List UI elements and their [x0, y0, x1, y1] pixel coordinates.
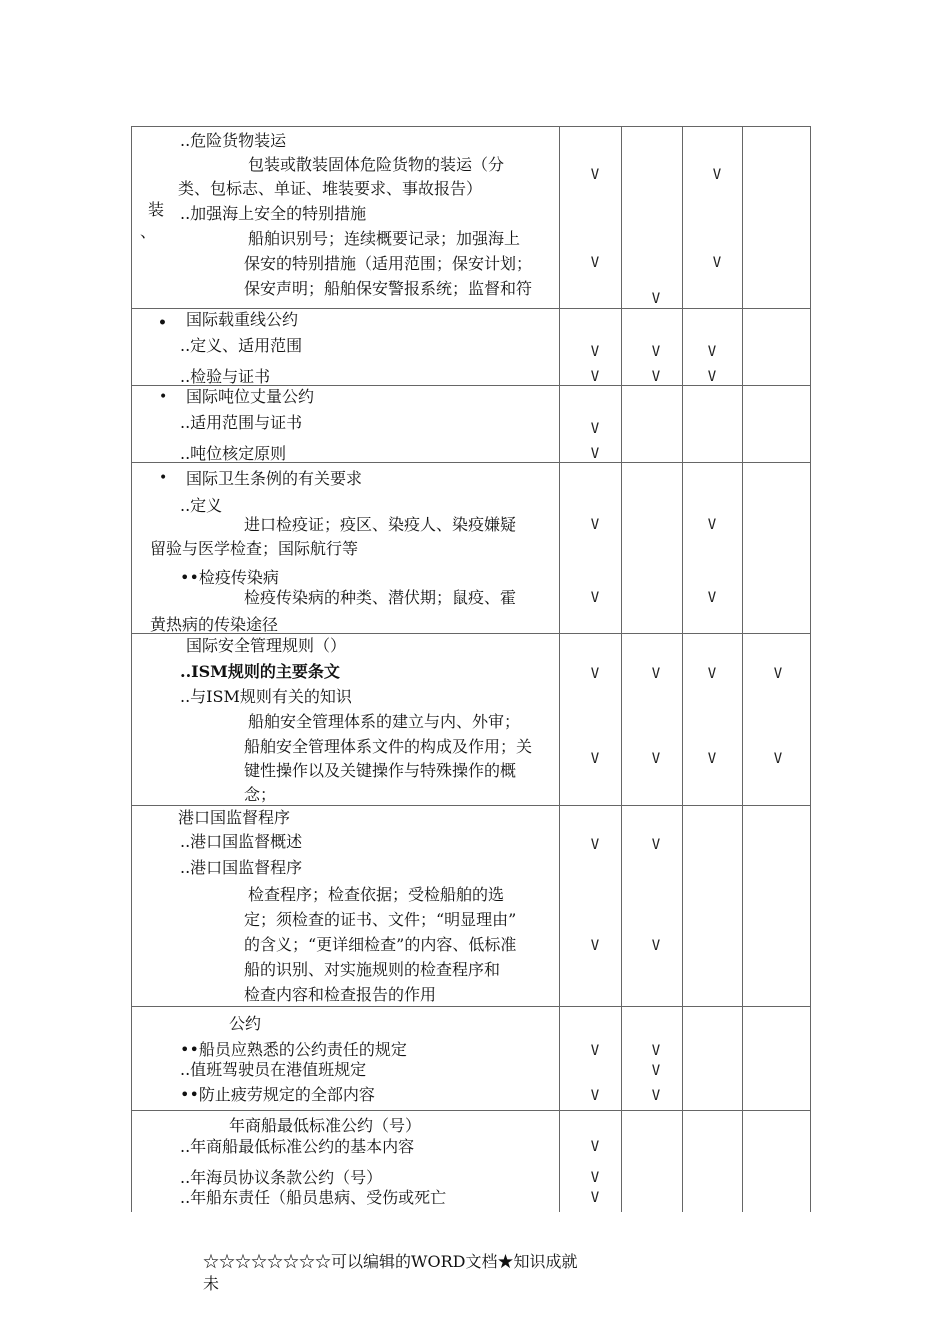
item-text: 黄热病的传染途径: [150, 615, 279, 634]
item-text: 定；须检查的证书、文件；“明显理由”: [244, 910, 517, 929]
check-mark: V: [651, 938, 661, 954]
check-mark: V: [651, 666, 661, 682]
item-text: 检查内容和检查报告的作用: [244, 985, 437, 1004]
item-text: 船舶安全管理体系的建立与内、外审；: [248, 712, 521, 731]
check-mark: V: [773, 751, 783, 767]
side-label-mark: 、: [140, 222, 157, 241]
bullet: •: [159, 470, 168, 486]
item-text: 船舶安全管理体系文件的构成及作用；关: [244, 737, 533, 756]
item-text: ..值班驾驶员在港值班规定: [180, 1060, 367, 1079]
item-text: ..年海员协议条款公约（号）: [180, 1168, 383, 1187]
check-mark: V: [590, 1088, 600, 1104]
check-mark: V: [651, 1063, 661, 1079]
check-mark: V: [590, 1043, 600, 1059]
item-text: ..港口国监督程序: [180, 858, 303, 877]
section-title: 公约: [229, 1014, 262, 1033]
check-mark: V: [651, 369, 661, 385]
check-mark: V: [651, 344, 661, 360]
item-text: ..定义、适用范围: [180, 336, 303, 355]
item-text: 念；: [244, 785, 277, 804]
item-text: 船的识别、对实施规则的检查程序和: [244, 960, 501, 979]
check-mark: V: [651, 1088, 661, 1104]
item-text: 留验与医学检查；国际航行等: [150, 539, 359, 558]
item-text: ..加强海上安全的特别措施: [180, 204, 367, 223]
item-text: ••船员应熟悉的公约责任的规定: [180, 1040, 407, 1059]
item-text: ..与ISM规则有关的知识: [180, 687, 352, 706]
col-divider-2: [621, 126, 622, 1212]
item-text: 保安的特别措施（适用范围；保安计划；: [244, 254, 533, 273]
row-line-8: [131, 1110, 811, 1111]
item-text: ..适用范围与证书: [180, 413, 303, 432]
table-border-right: [810, 126, 811, 1212]
item-text: 进口检疫证；疫区、染疫人、染疫嫌疑: [244, 515, 517, 534]
bullet: •: [159, 389, 168, 405]
check-mark: V: [590, 837, 600, 853]
check-mark: V: [712, 255, 722, 271]
section-title: 国际卫生条例的有关要求: [186, 469, 363, 488]
row-line-6: [131, 805, 811, 806]
check-mark: V: [590, 1190, 600, 1206]
section-title: 国际吨位丈量公约: [186, 387, 315, 406]
check-mark: V: [590, 666, 600, 682]
check-mark: V: [707, 344, 717, 360]
item-text: 包装或散装固体危险货物的装运（分: [248, 155, 505, 174]
footer-line: 未: [203, 1274, 220, 1293]
bullet: •: [158, 315, 167, 331]
page-footer: [203, 1251, 623, 1295]
check-mark: V: [590, 421, 600, 437]
check-mark: V: [590, 446, 600, 462]
footer-line: ☆☆☆☆☆☆☆☆可以编辑的WORD文档★知识成就: [203, 1252, 578, 1271]
section-title: 国际载重线公约: [186, 310, 299, 329]
check-mark: V: [590, 167, 600, 183]
check-mark: V: [707, 666, 717, 682]
item-text: ..港口国监督概述: [180, 832, 303, 851]
check-mark: V: [707, 590, 717, 606]
item-text: ..吨位核定原则: [180, 444, 287, 463]
check-mark: V: [651, 837, 661, 853]
row-line-2: [131, 308, 811, 309]
col-divider-4: [742, 126, 743, 1212]
item-text: ..检验与证书: [180, 367, 271, 386]
item-text: ..危险货物装运: [180, 131, 287, 150]
item-text: ..年商船最低标准公约的基本内容: [180, 1137, 415, 1156]
row-line-top: [131, 126, 811, 127]
item-text: ..定义: [180, 496, 223, 515]
side-label: 装: [148, 200, 165, 219]
check-mark: V: [590, 369, 600, 385]
col-divider-1: [559, 126, 560, 1212]
item-text: 的含义；“更详细检查”的内容、低标准: [244, 935, 517, 954]
check-mark: V: [651, 1043, 661, 1059]
check-mark: V: [773, 666, 783, 682]
item-text: 类、包标志、单证、堆装要求、事故报告）: [178, 179, 483, 198]
check-mark: V: [590, 517, 600, 533]
check-mark: V: [590, 938, 600, 954]
check-mark: V: [707, 369, 717, 385]
check-mark: V: [590, 255, 600, 271]
item-text: 键性操作以及关键操作与特殊操作的概: [244, 761, 517, 780]
item-text: ..ISM规则的主要条文: [180, 662, 340, 681]
check-mark: V: [707, 517, 717, 533]
section-title: 国际安全管理规则（）: [186, 636, 347, 655]
table-border-left: [131, 126, 132, 1212]
item-text: ••检疫传染病: [180, 568, 279, 587]
item-text: 检查程序；检查依据；受检船舶的选: [248, 885, 505, 904]
section-title: 港口国监督程序: [178, 808, 291, 827]
check-mark: V: [651, 751, 661, 767]
check-mark: V: [590, 590, 600, 606]
check-mark: V: [712, 167, 722, 183]
col-divider-3: [682, 126, 683, 1212]
item-text: 保安声明；船舶保安警报系统；监督和符: [244, 279, 533, 298]
check-mark: V: [707, 751, 717, 767]
item-text: 船舶识别号；连续概要记录；加强海上: [248, 229, 521, 248]
check-mark: V: [590, 344, 600, 360]
check-mark: V: [590, 751, 600, 767]
item-text: ..年船东责任（船员患病、受伤或死亡: [180, 1188, 447, 1207]
check-mark: V: [651, 291, 661, 307]
row-line-7: [131, 1006, 811, 1007]
section-title: 年商船最低标准公约（号）: [229, 1116, 422, 1135]
check-mark: V: [590, 1170, 600, 1186]
item-text: ••防止疲劳规定的全部内容: [180, 1085, 375, 1104]
check-mark: V: [590, 1139, 600, 1155]
item-text: 检疫传染病的种类、潜伏期；鼠疫、霍: [244, 588, 517, 607]
